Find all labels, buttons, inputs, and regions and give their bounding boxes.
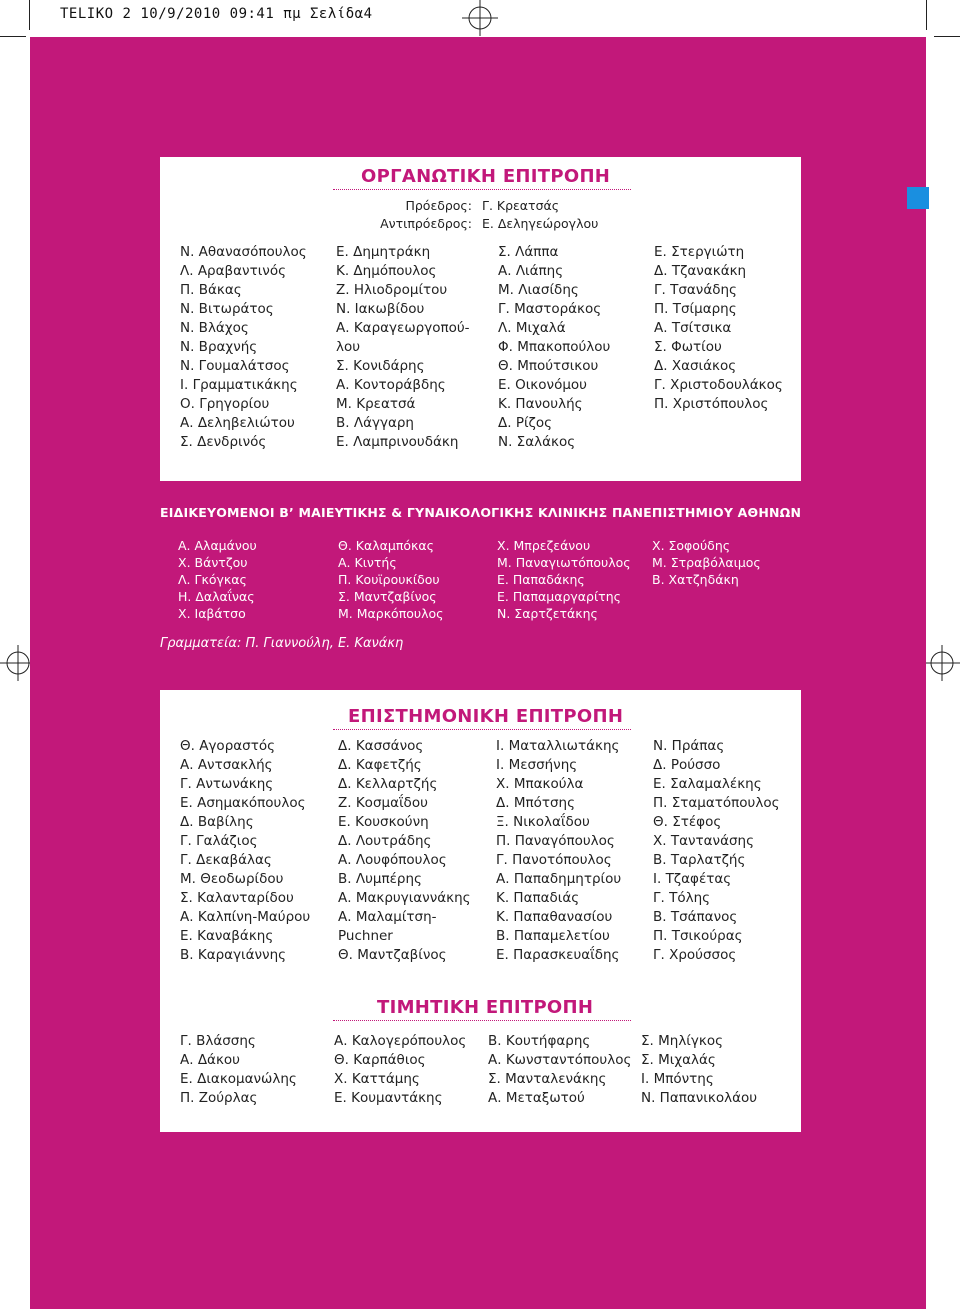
organizing-column-1 — [180, 243, 307, 452]
member-name: Λ. Αραβαντινός — [180, 263, 286, 279]
member-name: Σ. Μανταλενάκης — [488, 1071, 607, 1087]
scientific-column-4 — [653, 737, 780, 965]
honorary-column-1 — [180, 1032, 297, 1108]
member-name: Γ. Δεκαβάλας — [180, 852, 272, 868]
member-name: Π. Τσικούρας — [653, 928, 743, 944]
resident-name: Α. Αλαμάνου — [178, 538, 257, 553]
vice-president-row — [350, 215, 598, 233]
member-name: Α. Τσίτσικα — [654, 320, 732, 336]
member-name: Ν. Σαλάκος — [498, 434, 576, 450]
resident-name: Ν. Σαρτζετάκης — [497, 606, 598, 621]
title-underline — [333, 1020, 631, 1021]
member-name: Α. Δάκου — [180, 1052, 240, 1068]
member-name: Ε. Διακομανώλης — [180, 1071, 297, 1087]
member-name: Ι. Ματαλλιωτάκης — [496, 738, 620, 754]
member-name: Φ. Μπακοπούλου — [498, 339, 611, 355]
member-name: Γ. Γαλάζιος — [180, 833, 258, 849]
member-name: Δ. Τζανακάκη — [654, 263, 747, 279]
member-name: Ε. Λαμπρινουδάκη — [336, 434, 459, 450]
member-name: Α. Μεταξωτού — [488, 1090, 585, 1106]
member-name: Χ. Μπακούλα — [496, 776, 584, 792]
member-name: Β. Λυμπέρης — [338, 871, 422, 887]
member-name: Π. Βάκας — [180, 282, 242, 298]
organizing-column-2 — [336, 243, 470, 452]
member-name: Ν. Βλάχος — [180, 320, 249, 336]
member-name: Puchner — [338, 928, 393, 944]
member-name: Α. Δεληβελιώτου — [180, 415, 295, 431]
member-name: Β. Παπαμελετίου — [496, 928, 610, 944]
member-name: Σ. Κονιδάρης — [336, 358, 425, 374]
scientific-column-2 — [338, 737, 471, 965]
member-name: Δ. Μπότσης — [496, 795, 576, 811]
member-name: Α. Λουφόπουλος — [338, 852, 447, 868]
member-name: Θ. Καρπάθιος — [334, 1052, 426, 1068]
member-name: Β. Τσάπανος — [653, 909, 738, 925]
residents-title: ΕΙΔΙΚΕΥΟΜΕΝΟΙ Β’ ΜΑΙΕΥΤΙΚΗΣ & ΓΥΝΑΙΚΟΛΟΓΙΚΗΣ ΚΛΙΝΙΚΗΣ ΠΑΝΕΠΙΣΤΗΜΙΟΥ ΑΘΗΝΩΝ — [160, 505, 802, 520]
member-name: Ε. Στεργιώτη — [654, 244, 745, 260]
print-slug: TELIKO 2 10/9/2010 09:41 πμ Σελίδα4 — [60, 6, 373, 22]
registration-mark-right — [924, 645, 960, 681]
residents-column-2 — [338, 537, 444, 622]
honorary-column-2 — [334, 1032, 466, 1108]
resident-name: Α. Κιντής — [338, 555, 397, 570]
member-name: Θ. Μπούτσικου — [498, 358, 599, 374]
member-name: Α. Κωνσταντόπουλος — [488, 1052, 632, 1068]
member-name: Π. Ζούρλας — [180, 1090, 258, 1106]
scientific-column-3 — [496, 737, 621, 965]
president-label: Πρόεδρος: — [405, 198, 472, 213]
resident-name: Σ. Μαντζαβίνος — [338, 589, 437, 604]
member-name: Ν. Παπανικολάου — [641, 1090, 758, 1106]
member-name: Α. Καλογερόπουλος — [334, 1033, 467, 1049]
member-name: Ξ. Νικολαΐδου — [496, 814, 590, 830]
honorary-column-4 — [641, 1032, 757, 1108]
resident-name: Θ. Καλαμπόκας — [338, 538, 434, 553]
member-name: Α. Καραγεωργοπού- — [336, 320, 470, 336]
member-name: Γ. Πανοτόπουλος — [496, 852, 612, 868]
member-name: Σ. Φωτίου — [654, 339, 722, 355]
member-name: Α. Παπαδημητρίου — [496, 871, 622, 887]
residents-column-4 — [652, 537, 761, 588]
member-name: Κ. Παπαδιάς — [496, 890, 580, 906]
resident-name: Ε. Παπαμαργαρίτης — [497, 589, 621, 604]
member-name: Σ. Καλανταρίδου — [180, 890, 294, 906]
member-name: Μ. Θεοδωρίδου — [180, 871, 284, 887]
member-name: Ι. Τζαφέτας — [653, 871, 732, 887]
member-name: Γ. Χριστοδουλάκος — [654, 377, 783, 393]
member-name: Π. Χριστόπουλος — [654, 396, 769, 412]
resident-name: Ε. Παπαδάκης — [497, 572, 585, 587]
member-name: Σ. Λάππα — [498, 244, 559, 260]
member-name: Α. Καλπίνη-Μαύρου — [180, 909, 311, 925]
resident-name: Χ. Μπρεζεάνου — [497, 538, 591, 553]
member-name: Δ. Λουτράδης — [338, 833, 432, 849]
residents-column-3 — [497, 537, 631, 622]
member-name: Ζ. Κοσμαΐδου — [338, 795, 428, 811]
organizing-column-4 — [654, 243, 783, 414]
member-name: Δ. Ρούσσο — [653, 757, 721, 773]
member-name: Ε. Οικονόμου — [498, 377, 587, 393]
member-name: Δ. Βαβίλης — [180, 814, 254, 830]
resident-name: Χ. Βάντζου — [178, 555, 248, 570]
crop-mark — [29, 0, 30, 30]
title-underline — [333, 729, 631, 730]
member-name: Ι. Μεσσήνης — [496, 757, 578, 773]
member-name: Χ. Ταντανάσης — [653, 833, 755, 849]
resident-name: Μ. Παναγιωτόπουλος — [497, 555, 631, 570]
member-name: Δ. Κελλαρτζής — [338, 776, 438, 792]
member-name: Μ. Κρεατσά — [336, 396, 416, 412]
organizing-committee-title: ΟΡΓΑΝΩΤΙΚΗ ΕΠΙΤΡΟΠΗ — [361, 166, 611, 187]
member-name: Α. Λιάπης — [498, 263, 564, 279]
member-name: Β. Λάγγαρη — [336, 415, 414, 431]
member-name: Λ. Μιχαλά — [498, 320, 566, 336]
member-name: Σ. Μιχαλάς — [641, 1052, 716, 1068]
member-name: Ν. Γουμαλάτσος — [180, 358, 290, 374]
president-name: Γ. Κρεατσάς — [482, 198, 560, 213]
member-name: Ν. Πράπας — [653, 738, 725, 754]
member-name: Δ. Καφετζής — [338, 757, 422, 773]
member-name: Δ. Χασιάκος — [654, 358, 737, 374]
crop-mark — [934, 36, 960, 37]
member-name: Ε. Παρασκευαΐδης — [496, 947, 620, 963]
member-name: Θ. Στέφος — [653, 814, 722, 830]
member-name: Γ. Βλάσσης — [180, 1033, 256, 1049]
honorary-committee-title: ΤΙΜΗΤΙΚΗ ΕΠΙΤΡΟΠΗ — [377, 997, 594, 1018]
member-name: Θ. Αγοραστός — [180, 738, 276, 754]
member-name: λου — [336, 339, 361, 355]
member-name: Ι. Μπόντης — [641, 1071, 714, 1087]
accent-square — [907, 187, 929, 209]
member-name: Σ. Δενδρινός — [180, 434, 267, 450]
honorary-column-3 — [488, 1032, 631, 1108]
member-name: Χ. Καττάμης — [334, 1071, 420, 1087]
member-name: Γ. Μαστοράκος — [498, 301, 602, 317]
resident-name: Μ. Μαρκόπουλος — [338, 606, 444, 621]
member-name: Π. Σταματόπουλος — [653, 795, 780, 811]
member-name: Ε. Καναβάκης — [180, 928, 274, 944]
member-name: Α. Μαλαμίτση- — [338, 909, 437, 925]
member-name: Π. Τσίμαρης — [654, 301, 737, 317]
member-name: Θ. Μαντζαβίνος — [338, 947, 447, 963]
member-name: Ν. Βιτωράτος — [180, 301, 274, 317]
residents-column-1 — [178, 537, 257, 622]
member-name: Γ. Τσανάδης — [654, 282, 737, 298]
vice-president-label: Αντιπρόεδρος: — [380, 216, 472, 231]
title-underline — [333, 189, 631, 190]
resident-name: Π. Κουϊρουκίδου — [338, 572, 440, 587]
member-name: Α. Μακρυγιαννάκης — [338, 890, 471, 906]
resident-name: Χ. Σοφούδης — [652, 538, 731, 553]
member-name: Α. Κοντοράβδης — [336, 377, 446, 393]
member-name: Ι. Γραμματικάκης — [180, 377, 298, 393]
member-name: Γ. Αντωνάκης — [180, 776, 274, 792]
member-name: Μ. Λιασίδης — [498, 282, 579, 298]
member-name: Κ. Πανουλής — [498, 396, 583, 412]
resident-name: Μ. Στραβόλαιμος — [652, 555, 761, 570]
resident-name: Λ. Γκόγκας — [178, 572, 247, 587]
member-name: Γ. Τόλης — [653, 890, 711, 906]
member-name: Κ. Παπαθανασίου — [496, 909, 613, 925]
member-name: Β. Ταρλατζής — [653, 852, 746, 868]
member-name: Ο. Γρηγορίου — [180, 396, 270, 412]
member-name: Ε. Κουσκούνη — [338, 814, 429, 830]
member-name: Δ. Κασσάνος — [338, 738, 424, 754]
member-name: Ε. Δημητράκη — [336, 244, 431, 260]
resident-name: Η. Δαλαΐνας — [178, 589, 255, 604]
member-name: Α. Αντσακλής — [180, 757, 273, 773]
member-name: Β. Καραγιάννης — [180, 947, 287, 963]
registration-mark-top — [462, 0, 498, 36]
resident-name: Β. Χατζηδάκη — [652, 572, 739, 587]
member-name: Ε. Κουμαντάκης — [334, 1090, 443, 1106]
member-name: Ν. Ιακωβίδου — [336, 301, 425, 317]
president-row — [350, 197, 559, 215]
crop-mark — [926, 0, 927, 30]
crop-mark — [0, 36, 26, 37]
secretariat-line: Γραμματεία: Π. Γιαννούλη, Ε. Κανάκη — [160, 636, 404, 651]
member-name: Σ. Μηλίγκος — [641, 1033, 724, 1049]
member-name: Δ. Ρίζος — [498, 415, 553, 431]
member-name: Ν. Βραχνής — [180, 339, 258, 355]
member-name: Ε. Ασημακόπουλος — [180, 795, 306, 811]
member-name: Γ. Χρούσσος — [653, 947, 737, 963]
scientific-column-1 — [180, 737, 310, 965]
resident-name: Χ. Ιαβάτσο — [178, 606, 246, 621]
scientific-committee-title: ΕΠΙΣΤΗΜΟΝΙΚΗ ΕΠΙΤΡΟΠΗ — [348, 706, 624, 727]
organizing-column-3 — [498, 243, 610, 452]
vice-president-name: Ε. Δεληγεώρογλου — [482, 216, 599, 231]
member-name: Ν. Αθανασόπουλος — [180, 244, 307, 260]
member-name: Ε. Σαλαμαλέκης — [653, 776, 762, 792]
member-name: Β. Κουτήφαρης — [488, 1033, 591, 1049]
member-name: Π. Παναγόπουλος — [496, 833, 615, 849]
member-name: Ζ. Ηλιοδρομίτου — [336, 282, 448, 298]
member-name: Κ. Δημόπουλος — [336, 263, 437, 279]
